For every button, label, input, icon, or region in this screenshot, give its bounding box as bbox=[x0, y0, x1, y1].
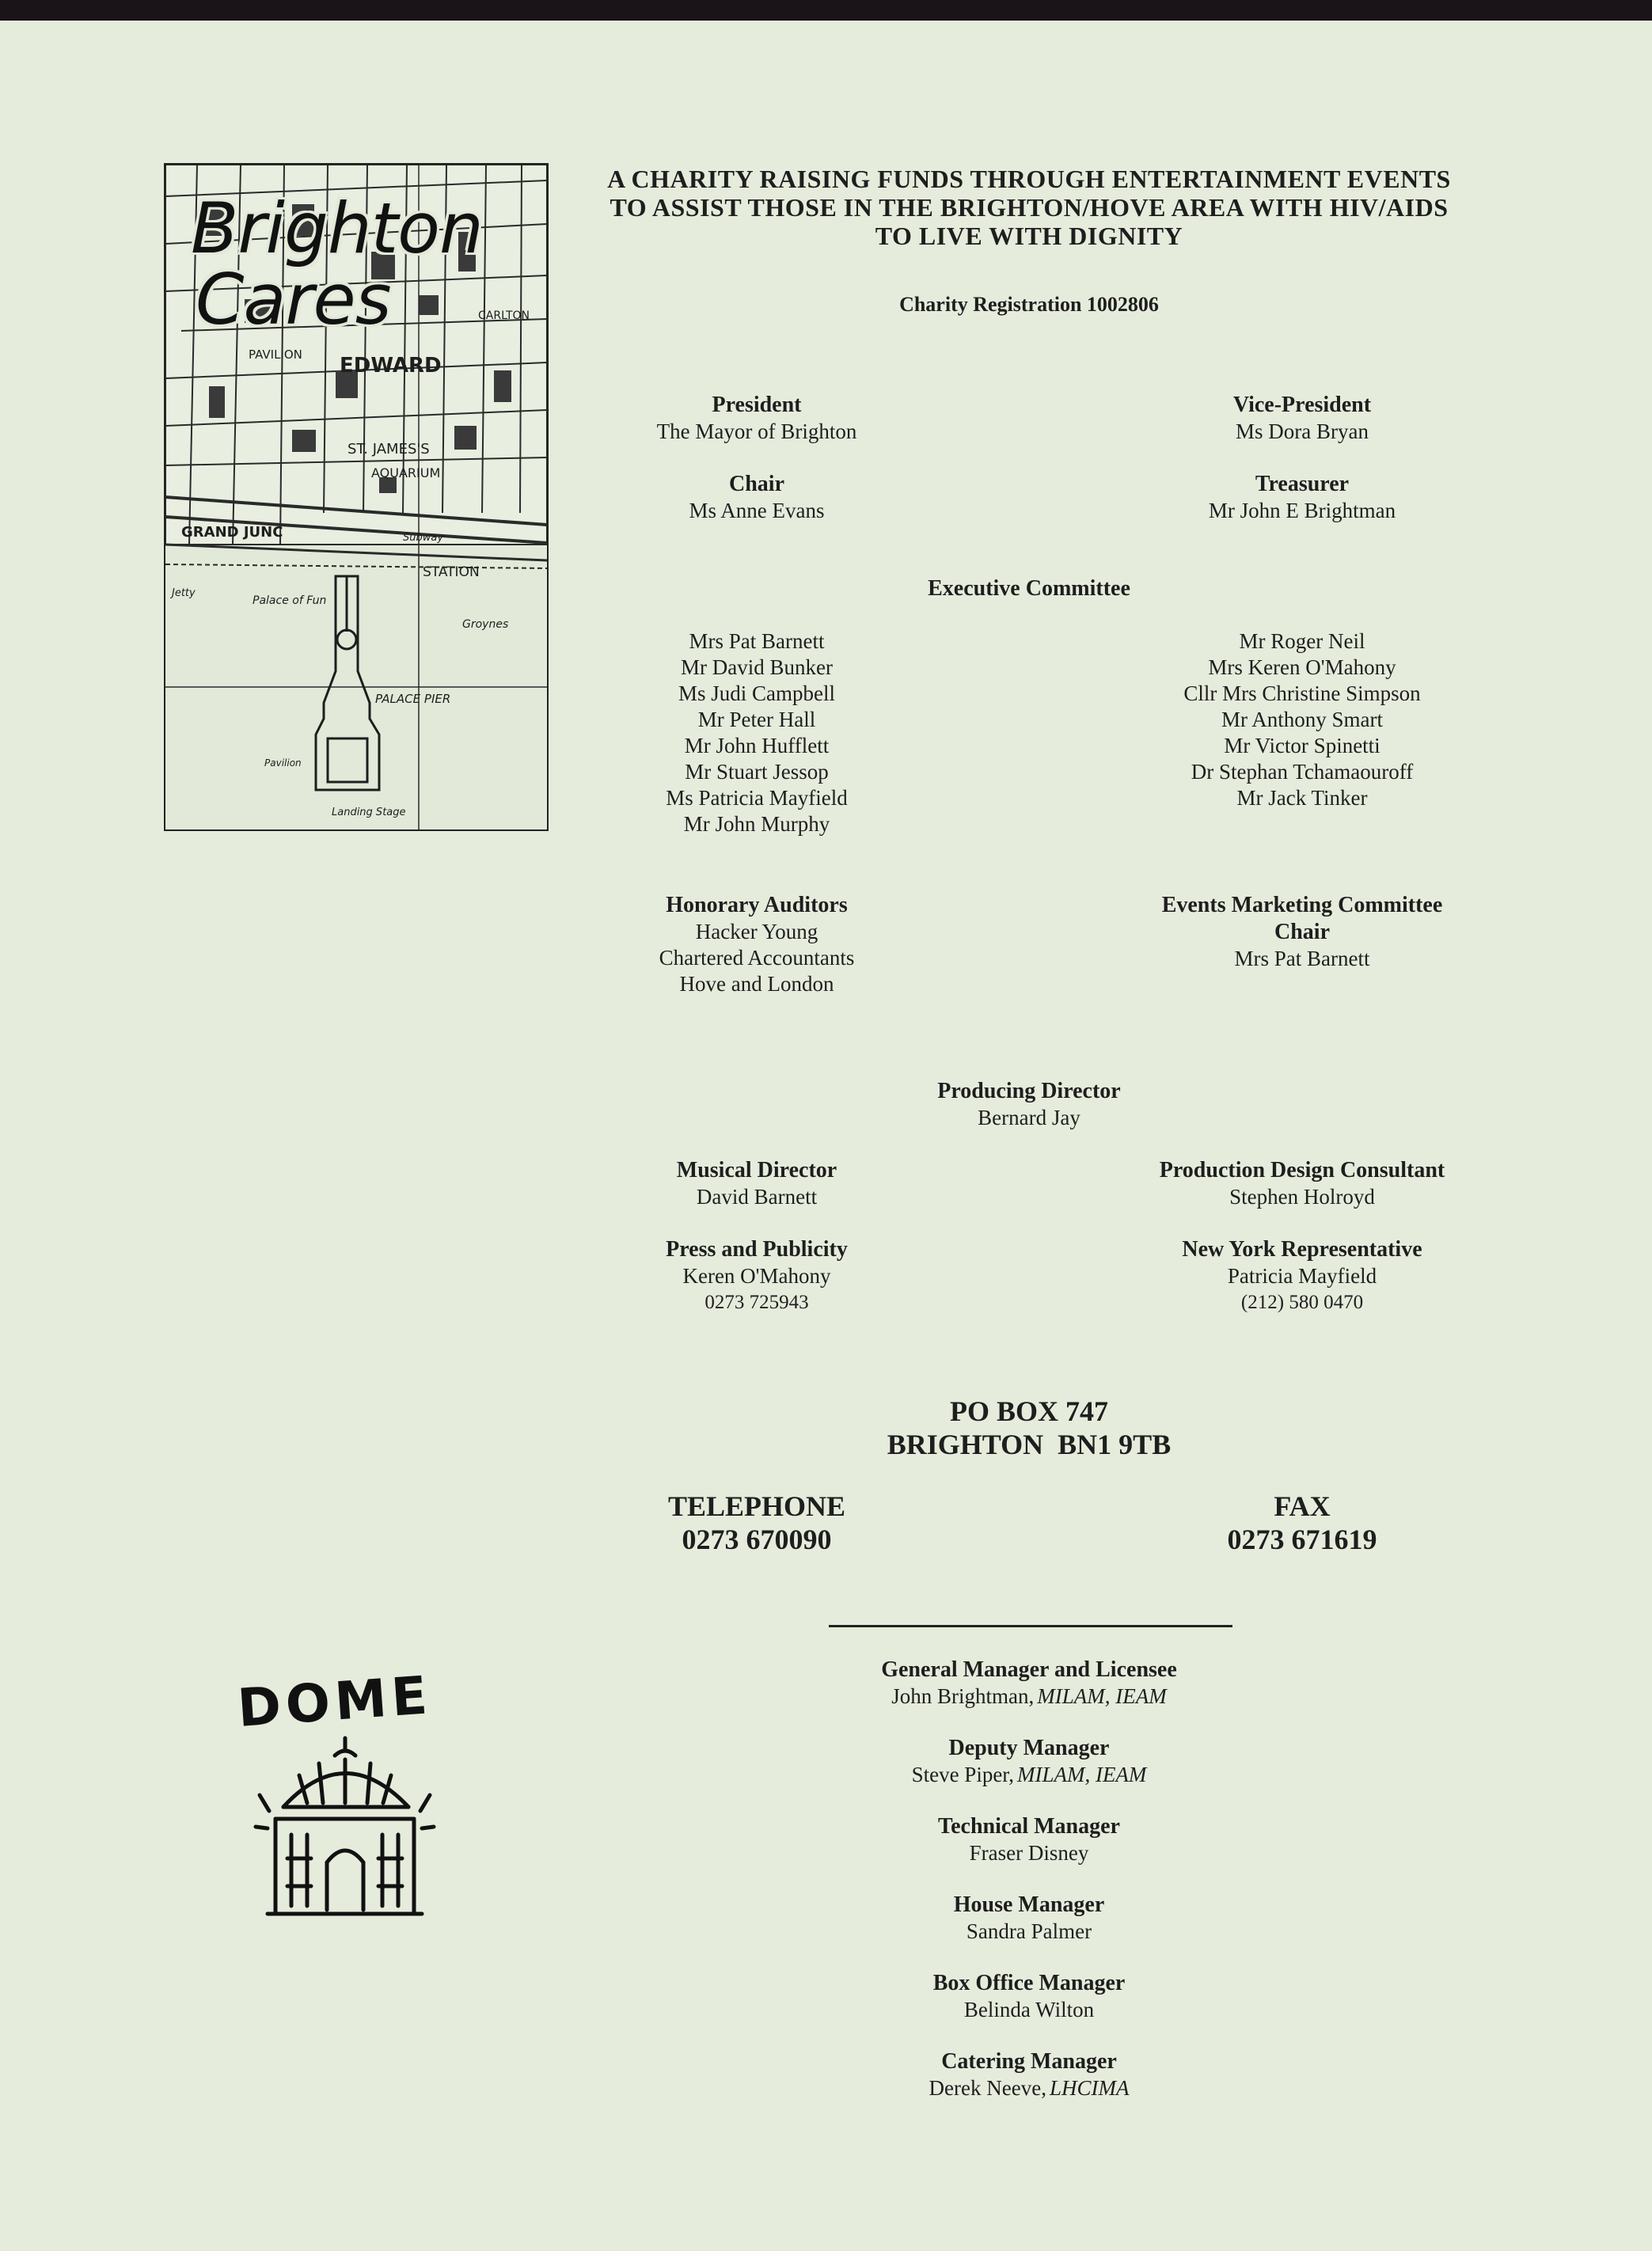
executive-committee-left bbox=[559, 628, 955, 837]
map-label-carlton: CARLTON bbox=[478, 309, 530, 322]
dome-logo-text: DOME bbox=[235, 1665, 435, 1740]
musical-director-name: David Barnett bbox=[696, 1185, 818, 1209]
events-marketing-title: Events Marketing Committee bbox=[1161, 893, 1443, 917]
committee-member: Mr Jack Tinker bbox=[1236, 786, 1368, 810]
charity-statement bbox=[554, 165, 1504, 250]
events-marketing-subtitle: Chair bbox=[1274, 920, 1330, 944]
dome-building-icon bbox=[252, 1732, 438, 1922]
staff-qualification: LHCIMA bbox=[1049, 2076, 1130, 2100]
chair-name: Ms Anne Evans bbox=[689, 499, 825, 522]
map-label-subway: Subway bbox=[403, 532, 444, 544]
treasurer-block bbox=[1104, 471, 1500, 524]
new-york-rep-title: New York Representative bbox=[1182, 1237, 1422, 1262]
producing-director-block bbox=[831, 1078, 1227, 1131]
map-label-station: STATION bbox=[423, 564, 480, 580]
committee-member: Dr Stephan Tchamaouroff bbox=[1191, 760, 1414, 784]
scan-top-edge bbox=[0, 0, 1652, 21]
fax-label: FAX bbox=[1274, 1490, 1331, 1522]
divider bbox=[829, 1625, 1232, 1627]
auditor-line: Chartered Accountants bbox=[659, 946, 855, 970]
press-publicity-phone: 0273 725943 bbox=[704, 1292, 809, 1313]
fax-number: 0273 671619 bbox=[1227, 1524, 1377, 1555]
press-publicity-name: Keren O'Mahony bbox=[682, 1264, 831, 1288]
staff-qualification: MILAM, IEAM bbox=[1037, 1684, 1167, 1708]
map-label-pavilion-top: PAVILION bbox=[249, 347, 302, 362]
map-label-aquarium: AQUARIUM bbox=[371, 465, 441, 480]
committee-member: Mr Stuart Jessop bbox=[685, 760, 829, 784]
staff-name: Derek Neeve, bbox=[929, 2076, 1046, 2100]
charity-statement-line1: A CHARITY RAISING FUNDS THROUGH ENTERTAINMENT EVENTS bbox=[607, 165, 1451, 193]
staff-entry bbox=[792, 1735, 1267, 1788]
logo-title-brighton: Brighton bbox=[191, 188, 483, 269]
committee-member: Ms Judi Campbell bbox=[678, 681, 835, 705]
map-label-palace-pier: PALACE PIER bbox=[375, 692, 451, 706]
charity-registration: Charity Registration 1002806 bbox=[899, 293, 1159, 316]
postal-address bbox=[752, 1395, 1306, 1461]
committee-member: Cllr Mrs Christine Simpson bbox=[1183, 681, 1421, 705]
new-york-rep-block bbox=[1104, 1236, 1500, 1315]
map-label-pavilion: Pavilion bbox=[264, 757, 302, 769]
committee-member: Mr John Hufflett bbox=[684, 734, 830, 757]
staff-title: Technical Manager bbox=[938, 1814, 1120, 1839]
treasurer-name: Mr John E Brightman bbox=[1208, 499, 1396, 522]
president-block bbox=[559, 392, 955, 445]
po-box: PO BOX 747 bbox=[949, 1395, 1108, 1427]
staff-entry bbox=[792, 2048, 1267, 2101]
chair-title: Chair bbox=[729, 472, 784, 496]
staff-title: House Manager bbox=[953, 1892, 1105, 1917]
staff-name: Fraser Disney bbox=[969, 1841, 1089, 1865]
staff-title: General Manager and Licensee bbox=[881, 1657, 1177, 1682]
dome-staff-list bbox=[792, 1657, 1267, 2101]
map-label-jetty: Jetty bbox=[172, 587, 196, 599]
committee-member: Mr Roger Neil bbox=[1239, 629, 1365, 653]
staff-entry bbox=[792, 1970, 1267, 2023]
staff-entry bbox=[792, 1892, 1267, 1945]
map-label-groynes: Groynes bbox=[462, 618, 509, 631]
map-label-edward: EDWARD bbox=[340, 354, 442, 378]
chair-block bbox=[559, 471, 955, 524]
map-label-palace-of-fun: Palace of Fun bbox=[253, 594, 327, 607]
producing-director-title: Producing Director bbox=[937, 1079, 1121, 1103]
committee-member: Mr Anthony Smart bbox=[1221, 708, 1383, 731]
staff-name: John Brightman, bbox=[891, 1684, 1035, 1708]
committee-member: Mr Victor Spinetti bbox=[1224, 734, 1380, 757]
map-label-grand-junc: GRAND JUNC bbox=[181, 524, 283, 541]
staff-name: Steve Piper, bbox=[911, 1763, 1014, 1786]
new-york-rep-name: Patricia Mayfield bbox=[1227, 1264, 1377, 1288]
fax-block bbox=[1104, 1490, 1500, 1556]
design-consultant-block bbox=[1104, 1157, 1500, 1210]
staff-entry bbox=[792, 1813, 1267, 1866]
vice-president-name: Ms Dora Bryan bbox=[1236, 419, 1369, 443]
vice-president-block bbox=[1104, 392, 1500, 445]
treasurer-title: Treasurer bbox=[1255, 472, 1350, 496]
staff-title: Box Office Manager bbox=[932, 1971, 1126, 1995]
design-consultant-title: Production Design Consultant bbox=[1159, 1158, 1445, 1182]
auditor-line: Hove and London bbox=[679, 972, 834, 996]
telephone-block bbox=[559, 1490, 955, 1556]
staff-name: Belinda Wilton bbox=[963, 1998, 1095, 2021]
committee-member: Ms Patricia Mayfield bbox=[666, 786, 848, 810]
vice-president-title: Vice-President bbox=[1232, 393, 1372, 417]
staff-title: Deputy Manager bbox=[948, 1736, 1110, 1760]
address-city: BRIGHTON BN1 9TB bbox=[887, 1429, 1172, 1460]
events-marketing-block bbox=[1104, 892, 1500, 972]
committee-member: Mr David Bunker bbox=[681, 655, 833, 679]
musical-director-title: Musical Director bbox=[676, 1158, 837, 1182]
brighton-cares-logo bbox=[164, 163, 549, 831]
press-publicity-block bbox=[559, 1236, 955, 1315]
design-consultant-name: Stephen Holroyd bbox=[1229, 1185, 1375, 1209]
staff-name: Sandra Palmer bbox=[966, 1919, 1092, 1943]
committee-member: Mr Peter Hall bbox=[697, 708, 816, 731]
president-title: President bbox=[712, 393, 802, 417]
map-label-landing-stage: Landing Stage bbox=[332, 807, 406, 818]
honorary-auditors-block bbox=[559, 892, 955, 997]
executive-committee-title: Executive Committee bbox=[928, 576, 1130, 601]
press-publicity-title: Press and Publicity bbox=[666, 1237, 848, 1262]
honorary-auditors-title: Honorary Auditors bbox=[666, 893, 848, 917]
executive-committee-right bbox=[1104, 628, 1500, 811]
musical-director-block bbox=[559, 1157, 955, 1210]
committee-member: Mrs Keren O'Mahony bbox=[1208, 655, 1396, 679]
logo-title-cares: Cares bbox=[196, 259, 391, 340]
new-york-rep-phone: (212) 580 0470 bbox=[1240, 1292, 1364, 1313]
committee-member: Mrs Pat Barnett bbox=[689, 629, 825, 653]
auditor-line: Hacker Young bbox=[695, 920, 818, 943]
staff-entry bbox=[792, 1657, 1267, 1710]
events-marketing-name: Mrs Pat Barnett bbox=[1234, 947, 1370, 970]
telephone-label: TELEPHONE bbox=[667, 1490, 846, 1522]
president-name: The Mayor of Brighton bbox=[656, 419, 857, 443]
telephone-number: 0273 670090 bbox=[682, 1524, 832, 1555]
staff-title: Catering Manager bbox=[941, 2049, 1117, 2074]
map-label-james: ST. JAMES'S bbox=[347, 441, 430, 457]
committee-member: Mr John Murphy bbox=[683, 812, 830, 836]
staff-qualification: MILAM, IEAM bbox=[1016, 1763, 1147, 1786]
producing-director-name: Bernard Jay bbox=[978, 1106, 1080, 1129]
charity-statement-line3: TO LIVE WITH DIGNITY bbox=[875, 222, 1183, 250]
charity-statement-line2: TO ASSIST THOSE IN THE BRIGHTON/HOVE AREA WITH HIV/AIDS bbox=[610, 193, 1449, 222]
